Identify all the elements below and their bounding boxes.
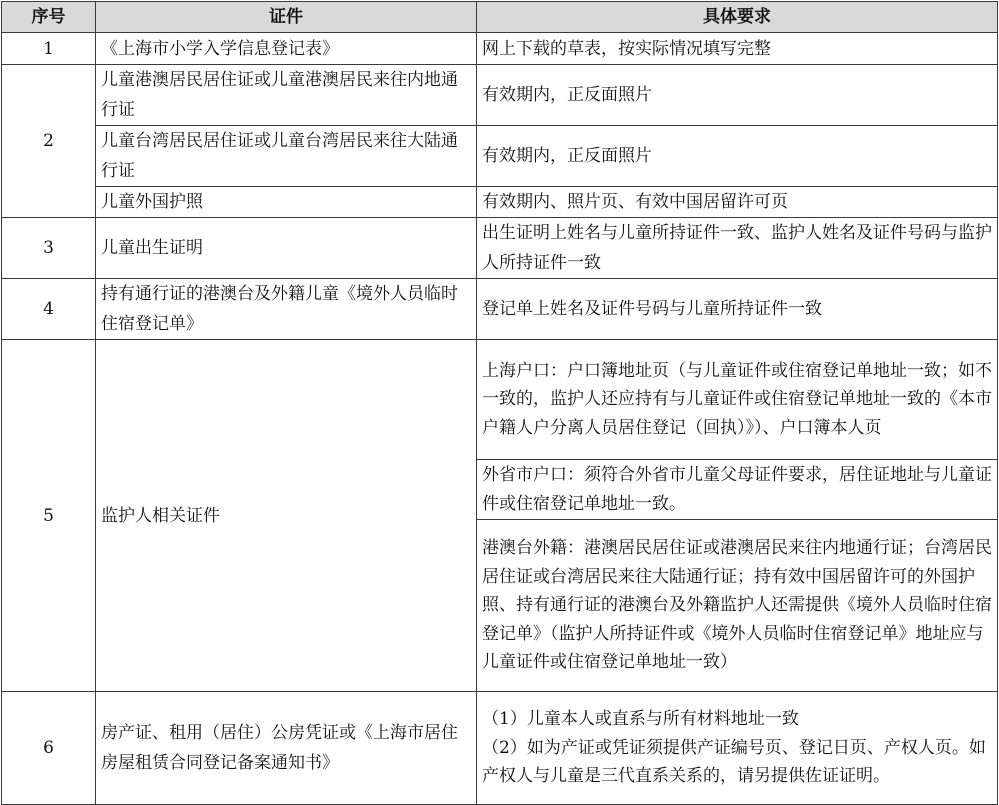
document-cell: 儿童外国护照 [96,187,477,218]
requirement-cell: 有效期内，正反面照片 [477,65,998,126]
document-cell: 《上海市小学入学信息登记表》 [96,33,477,65]
requirement-cell: 外省市户口：须符合外省市儿童父母证件要求，居住证地址与儿童证件或住宿登记单地址一致。 [477,460,998,520]
requirement-cell: 登记单上姓名及证件号码与儿童所持证件一致 [477,279,998,340]
requirement-item: （1）儿童本人或直系与所有材料地址一致 [482,709,799,730]
document-cell: 监护人相关证件 [96,340,477,692]
document-cell: 儿童出生证明 [96,218,477,279]
row-number: 6 [2,692,96,805]
document-cell: 房产证、租用（居住）公房凭证或《上海市居住房屋租赁合同登记备案通知书》 [96,692,477,805]
header-number: 序号 [2,2,96,33]
document-cell: 儿童台湾居民居住证或儿童台湾居民来往大陆通行证 [96,126,477,187]
table-row [2,65,998,126]
requirement-cell: 有效期内，正反面照片 [477,126,998,187]
requirements-table [1,1,998,805]
requirement-cell: 港澳台外籍：港澳居民居住证或港澳居民来往内地通行证；台湾居民居住证或台湾居民来往大陆通行证；持有效中国居留许可的外国护照、持有通行证的港澳台及外籍监护人还需提供《境外人员临时住宿登记单》（监护人所持证件或《境外人员临时住宿登记单》地址应与儿童证件或住宿登记单地址一致） [477,520,998,692]
requirement-item: （2）如为产证或凭证须提供产证编号页、登记日页、产权人页。如产权人与儿童是三代直系关系的，请另提供佐证证明。 [482,737,986,787]
table-row [2,692,998,805]
row-number: 3 [2,218,96,279]
header-requirement: 具体要求 [477,2,998,33]
requirement-cell: 出生证明上姓名与儿童所持证件一致、监护人姓名及证件号码与监护人所持证件一致 [477,218,998,279]
table-row [2,279,998,340]
document-cell: 儿童港澳居民居住证或儿童港澳居民来往内地通行证 [96,65,477,126]
document-cell: 持有通行证的港澳台及外籍儿童《境外人员临时住宿登记单》 [96,279,477,340]
requirement-cell: 网上下载的草表，按实际情况填写完整 [477,33,998,65]
requirement-cell [477,692,998,805]
row-number: 4 [2,279,96,340]
table-row [2,126,998,187]
table-row [2,33,998,65]
row-number: 5 [2,340,96,692]
row-number: 2 [2,65,96,218]
table-header-row [2,2,998,33]
row-number: 1 [2,33,96,65]
table-row [2,187,998,218]
header-document: 证件 [96,2,477,33]
requirement-cell: 有效期内、照片页、有效中国居留许可页 [477,187,998,218]
table-row [2,218,998,279]
requirement-cell: 上海户口：户口簿地址页（与儿童证件或住宿登记单地址一致；如不一致的，监护人还应持有与儿童证件或住宿登记单地址一致的《本市户籍人户分离人员居住登记（回执）》）、户口簿本人页 [477,340,998,460]
table-row [2,340,998,460]
